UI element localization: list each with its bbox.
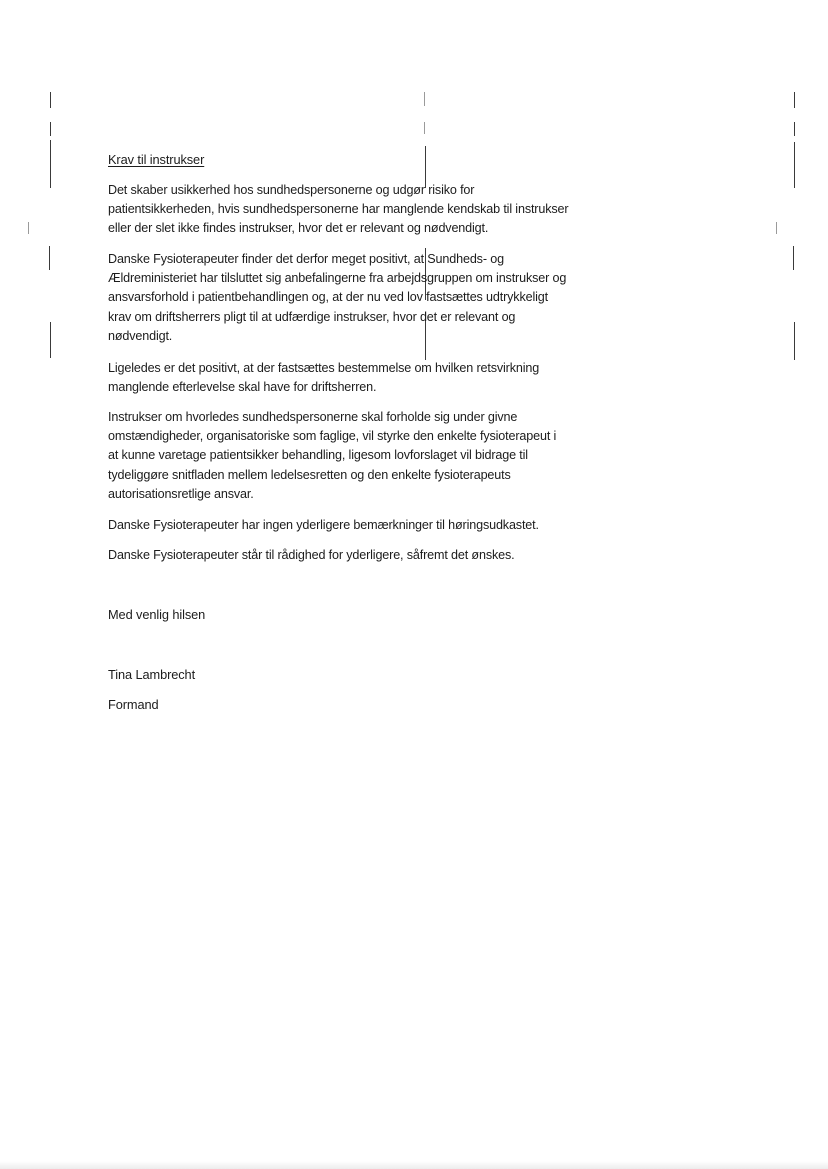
paragraph-line: Ældreministeriet har tilsluttet sig anbefalingerne fra arbejdsgruppen om instrukser og [108, 271, 567, 286]
scan-mark [776, 222, 777, 234]
paragraph-line: Danske Fysioterapeuter står til rådighed for yderligere, såfremt det ønskes. [108, 548, 515, 562]
paragraph-line: tydeliggøre snitfladen mellem ledelsesretten og den enkelte fysioterapeuts [108, 467, 511, 482]
closing-salutation: Med venlig hilsen [108, 607, 206, 622]
paragraph-line: manglende efterlevelse skal have for driftsherren. [108, 380, 377, 395]
scan-mark [50, 92, 51, 108]
signatory-title: Formand [108, 697, 159, 712]
paragraph-line: autorisationsretlige ansvar. [108, 486, 254, 501]
paragraph-line: krav om driftsherrers pligt til at udfærdige instrukser, hvor det er relevant og [108, 309, 516, 324]
paragraph-line: eller der slet ikke findes instrukser, hvor det er relevant og nødvendigt. [108, 221, 489, 236]
scan-mark [28, 222, 29, 234]
paragraph-line: Danske Fysioterapeuter finder det derfor meget positivt, at Sundheds- og [108, 252, 504, 266]
scan-mark [50, 122, 51, 136]
scan-mark [50, 322, 51, 358]
scan-mark [793, 246, 794, 270]
paragraph-4 [108, 408, 628, 504]
scan-mark [424, 92, 425, 106]
scan-mark [424, 122, 425, 134]
scan-mark [794, 92, 795, 108]
paragraph-line: patientsikkerheden, hvis sundhedspersonerne har manglende kendskab til instrukser [108, 202, 569, 217]
paragraph-line: Det skaber usikkerhed hos sundhedspersonerne og udgør risiko for [108, 183, 475, 197]
paragraph-1 [108, 181, 628, 239]
paragraph-line: at kunne varetage patientsikker behandling, ligesom lovforslaget vil bidrage til [108, 448, 528, 463]
scan-mark [794, 142, 795, 188]
paragraph-line: Ligeledes er det positivt, at der fastsættes bestemmelse om hvilken retsvirkning [108, 361, 540, 375]
scan-bottom-edge [0, 1161, 828, 1169]
scan-mark [49, 246, 50, 270]
paragraph-line: nødvendigt. [108, 328, 173, 343]
scan-mark [794, 122, 795, 136]
paragraph-line: ansvarsforhold i patientbehandlingen og, at der nu ved lov fastsættes udtrykkeligt [108, 290, 548, 305]
paragraph-3 [108, 359, 628, 397]
paragraph-6 [108, 546, 628, 565]
paragraph-5 [108, 516, 628, 535]
paragraph-line: Danske Fysioterapeuter har ingen yderligere bemærkninger til høringsudkastet. [108, 518, 539, 532]
paragraph-line: Instrukser om hvorledes sundhedspersonerne skal forholde sig under givne [108, 410, 518, 424]
signatory-name: Tina Lambrecht [108, 667, 196, 682]
section-heading: Krav til instrukser [108, 152, 205, 167]
scan-mark [794, 322, 795, 360]
scan-mark [50, 140, 51, 188]
paragraph-line: omstændigheder, organisatoriske som faglige, vil styrke den enkelte fysioterapeut i [108, 429, 557, 444]
paragraph-2 [108, 250, 628, 346]
